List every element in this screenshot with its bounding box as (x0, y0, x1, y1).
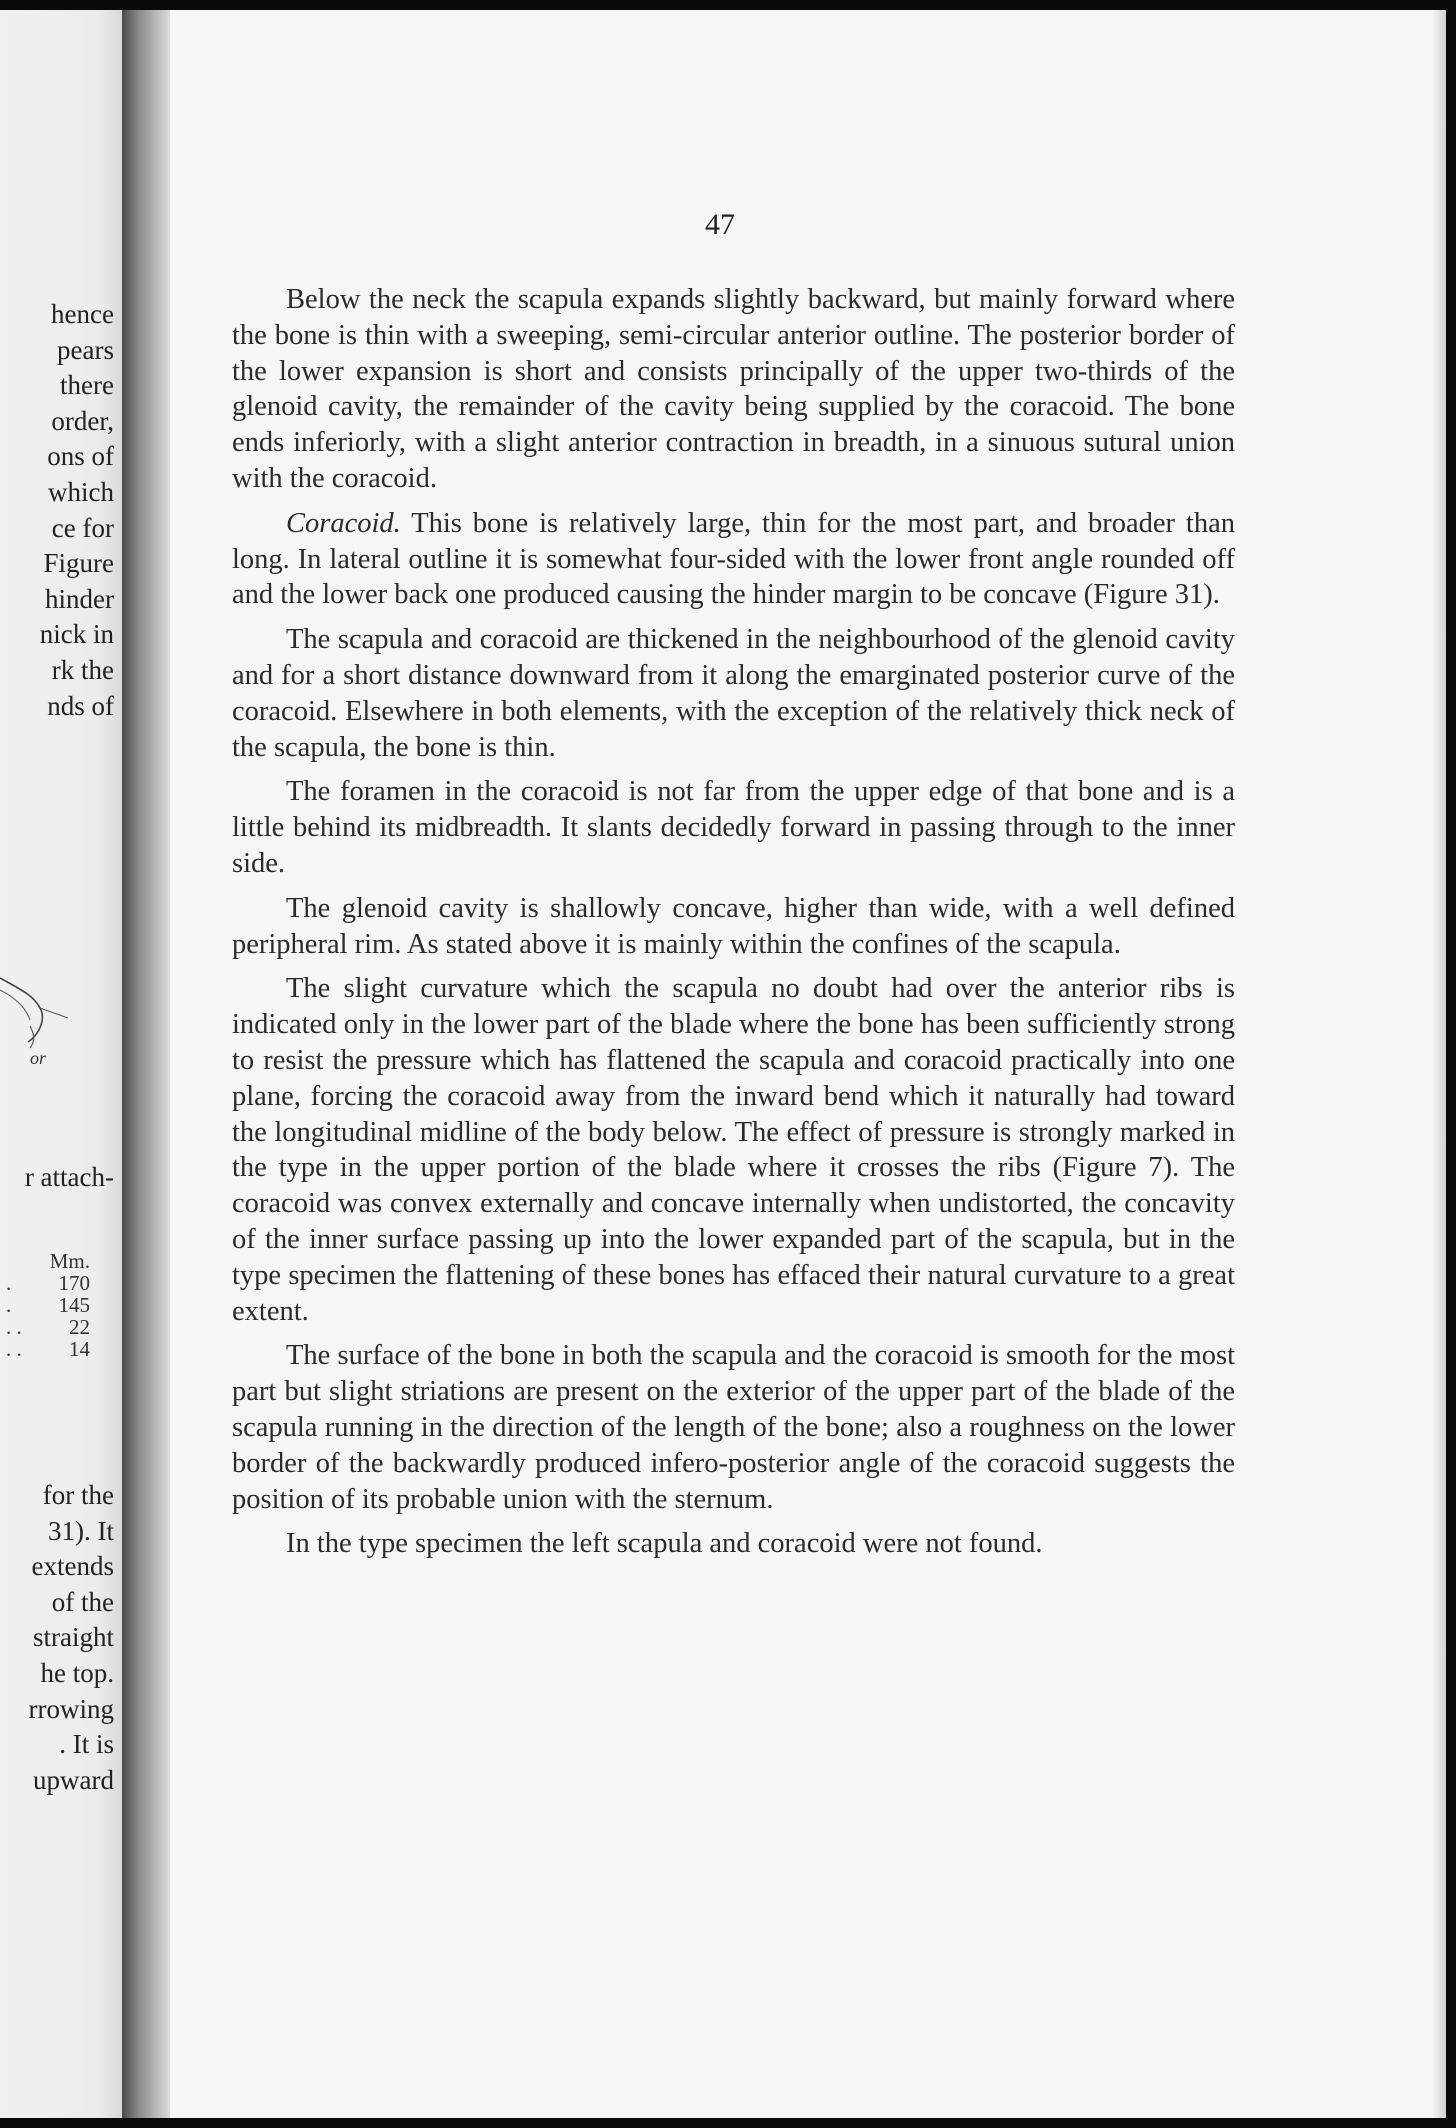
paragraph (232, 282, 1235, 497)
line-fragment: ce for (51, 512, 114, 543)
section-heading: Coracoid. (286, 507, 401, 539)
leader-dots: . . (6, 1337, 22, 1361)
table-row (0, 1338, 112, 1360)
line-fragment: upward (33, 1764, 114, 1795)
paragraph-text: The slight curvature which the scapula no doubt had over the anterior ribs is indicated only in the lower part of the blade where the bone has been sufficiently strong to resist the pressure which has flattened the scapula and coracoid practically into one plane, forcing the coracoid away from the inward bend which it naturally had toward the longitudinal midline of the body below. The effect of pressure is strongly marked in the type in the upper portion of the blade where it crosses the ribs (Figure 7). The coracoid was convex externally and concave internally when undistorted, the concavity of the inner surface passing up into the lower expanded part of the scapula, but in the type specimen the flattening of these bones has effaced their natural curvature to a great extent. (232, 973, 1235, 1327)
line-fragment: nick in (39, 619, 114, 650)
line-fragment: he top. (40, 1658, 114, 1688)
paragraph (232, 971, 1235, 1329)
leader-dots: . (6, 1271, 12, 1295)
paragraph (232, 774, 1235, 881)
measurement-value: 14 (69, 1337, 90, 1361)
paragraph (232, 891, 1235, 963)
paragraph-text: The glenoid cavity is shallowly concave, higher than wide, with a well defined peripheral rim. As stated above it is mainly within the confines of the scapula. (232, 892, 1235, 960)
line-fragment: rk the (51, 655, 114, 685)
paragraph (232, 622, 1235, 765)
line-fragment: for the (42, 1480, 114, 1510)
book-gutter (122, 10, 170, 2118)
table-row (0, 1316, 112, 1338)
table-unit-header: Mm. (49, 1249, 90, 1273)
figure-sketch-fragment (0, 960, 70, 1090)
paragraph (232, 506, 1235, 613)
line-fragment: order, (51, 405, 114, 436)
page-edge-shadow (1432, 10, 1446, 2118)
line-fragment: hinder (45, 583, 114, 614)
paragraph-text: This bone is relatively large, thin for the most part, and broader than long. In lateral outline it is somewhat four-sided with the lower front angle rounded off and the lower back one produced causing the hinder margin to be concave (Figure 31). (232, 507, 1235, 611)
line-fragment: nds of (47, 690, 114, 721)
caption-fragment: r attach- (24, 1162, 114, 1192)
line-fragment: Figure (43, 548, 114, 579)
measurement-table-fragment (0, 1250, 112, 1360)
line-fragment: pears (57, 334, 114, 365)
line-fragment: extends (31, 1551, 114, 1582)
sketch-label: or (30, 1048, 47, 1068)
measurement-value: 145 (58, 1293, 90, 1317)
line-fragment: straight (33, 1622, 114, 1653)
paragraph-text: In the type specimen the left scapula and coracoid were not found. (286, 1528, 1043, 1560)
page-number: 47 (705, 208, 735, 241)
paragraph-text: The surface of the bone in both the scapula and the coracoid is smooth for the most part but slight striations are present on the exterior of the upper part of the blade of the scapula running in the direction of the length of the bone; also a roughness on the lower border of the backwardly produced infero-posterior angle of the coracoid suggests the position of its probable union with the sternum. (232, 1340, 1235, 1515)
line-fragment: which (48, 477, 114, 507)
leader-dots: . . (6, 1315, 22, 1339)
body-text (232, 282, 1235, 1571)
paragraph-text: The scapula and coracoid are thickened in the neighbourhood of the glenoid cavity and for a short distance downward from it along the emarginated posterior curve of the coracoid. Elsewhere in both elements, with the exception of the relatively thick neck of the scapula, the bone is thin. (232, 624, 1235, 763)
paragraph (232, 1526, 1235, 1562)
line-fragment: of the (51, 1586, 114, 1617)
paragraph-text: The foramen in the coracoid is not far from the upper edge of that bone and is a little behind its midbreadth. It slants decidedly forward in passing through to the inner side. (232, 776, 1235, 879)
line-fragment: there (60, 370, 114, 401)
line-fragment: rrowing (28, 1693, 114, 1724)
line-fragment: hence (51, 299, 114, 329)
paragraph (232, 1338, 1235, 1517)
table-row (0, 1272, 112, 1294)
table-row (0, 1294, 112, 1316)
leader-dots: . (6, 1293, 12, 1317)
measurement-value: 170 (58, 1271, 90, 1295)
main-page (170, 10, 1432, 2118)
line-fragment: . It is (59, 1729, 114, 1760)
paragraph-text: Below the neck the scapula expands slightly backward, but mainly forward where the bone is thin with a sweeping, semi-circular anterior outline. The posterior border of the lower expansion is short and consists principally of the upper two-thirds of the glenoid cavity, the remainder of the cavity being supplied by the coracoid. The bone ends inferiorly, with a slight anterior contraction in breadth, in a sinuous sutural union with the coracoid. (232, 284, 1235, 494)
line-fragment: 31). It (48, 1515, 114, 1546)
previous-page-edge (0, 10, 122, 2118)
line-fragment: ons of (47, 441, 114, 472)
measurement-value: 22 (69, 1315, 90, 1339)
